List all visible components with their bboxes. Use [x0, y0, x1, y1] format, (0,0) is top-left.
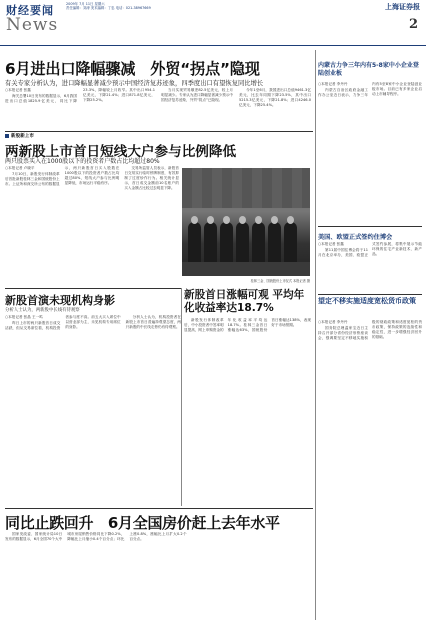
lead-body	[5, 88, 311, 128]
fifth-headline: 同比止跌回升 6月全国房价赶上去年水平	[5, 514, 280, 532]
right-story3-body	[318, 320, 422, 618]
fourth-headline: 新股首演未现机构身影	[5, 294, 115, 307]
column-rule	[315, 50, 316, 620]
page-number: 2	[408, 17, 418, 32]
right-story3-byline: ○本报记者 李丹丹	[318, 320, 348, 324]
right-story1-body	[318, 82, 422, 222]
second-headline: 两新股上市首日短线大户参与比例降低	[5, 144, 237, 160]
right-story1-para: 内蒙古自治区政府金融工作办公室近日表示，力争三年内有5至8家中小企业登陆创业板市场。目前已有多家企业启动上市辅导程序。	[318, 82, 422, 97]
second-body	[5, 166, 179, 284]
photo-caption: 桂林三金、国统股份上市仪式 本报记者 摄	[250, 279, 310, 283]
second-para-2: 交易所监管人员表示，新股首日交易实行临时停牌制度，有效抑制了过度炒作行为。相关统计显示，首日成交金额前10名账户的买入金额占比较过去明显下降。	[124, 166, 179, 190]
masthead	[0, 0, 426, 46]
divider	[5, 508, 313, 509]
fourth-body	[5, 315, 181, 505]
lead-subhead: 有关专家分析认为，进口降幅显著减少预示中国经济复苏迹象，四季度出口有望恢复同比增长	[5, 80, 264, 87]
masthead-date: 2009年 7月 11日 星期六	[66, 2, 105, 6]
second-byline: ○本报记者 卢晓平	[5, 166, 35, 170]
section-label-en: News	[6, 15, 59, 35]
right-story3-title: 望定不移实施适度宽松货币政策	[318, 297, 416, 305]
right-story2-byline: ○本报记者 张鑫	[318, 242, 344, 246]
lead-byline: ○本报记者 张鑫	[5, 88, 31, 92]
lead-headline: 6月进出口降幅骤减 外贸“拐点”隐现	[5, 60, 260, 78]
masthead-editors: 责任编辑：刘涛 美术编辑：丁忠 电话：021-38967669	[66, 6, 151, 11]
paper-name: 上海证券报	[385, 2, 420, 11]
lead-para-2: 当月实现贸易顺差82.5亿美元，较上月明显减少。专家认为进口降幅显著减少预示中国经济复苏迹象，外贸“拐点”已隐现。	[161, 88, 233, 102]
fifth-para-1: 国家发改委、国家统计局10日发布的数据显示，6月全国70个大中城市房屋销售价格同比下降0.2%，降幅比上月缩小0.4个百分点；环比上涨0.8%，涨幅比上月扩大0.2个百分点。	[5, 532, 187, 541]
second-subhead: 两只股票买入在1000股以下的投资者户数占比均超过80%	[5, 158, 160, 165]
divider	[318, 226, 422, 227]
right-story2-body	[318, 242, 422, 292]
right-story1-title: 内蒙古力争三年内有5-8家中小企业登陆创业板	[318, 62, 419, 77]
right-story3-para: 国务院总理温家宝近日主持召开部分省份经济形势座谈会，强调要坚定不移地实施积极的财政政策和适度宽松的货币政策，保持政策的连续性和稳定性，进一步增强经济回升的基础。	[318, 320, 422, 340]
third-para-1: 新股发行体制改革后，中小投资者中签率明显提高，网上申购资金的年化收益率平均达18.7%。桂林三金首日涨幅达63%，国统股份首日涨幅达138%，表现好于市场预期。	[184, 318, 311, 332]
right-story1-byline: ○本报记者 李丹丹	[318, 82, 348, 86]
lead-para-3: 今年1至6月，我国进出口总值9461.3亿美元，比去年同期下降23.5%，其中出口5215.3亿美元，下降21.8%；进口4246.0亿美元，下降25.4%。	[239, 88, 311, 107]
third-headline: 新股首日涨幅可观 平均年化收益率达18.7%	[184, 289, 305, 314]
divider	[5, 131, 313, 132]
fifth-body	[5, 532, 311, 618]
right-story2-title: 美国、欧盟正式签约住博会	[318, 234, 393, 241]
right-story2-para: 第11届中国住博会将于11月在北京举办，美国、欧盟正式签约参展，将集中展示节能环保的住宅产业新技术、新产品。	[318, 242, 422, 257]
divider	[5, 288, 181, 289]
third-body	[184, 318, 311, 504]
second-para-1: 7月10日，新股发行体制改革后首批新股桂林三金和国统股份上市。上证所和深交所公布的数据显示，两只新股首日买入股数在1000股以下的投资者户数占比均超过80%，短线大户参与比例明显降低，市场运行平稳有序。	[5, 166, 120, 186]
masthead-info	[66, 2, 316, 10]
lead-para-1: 海关总署10日发布的数据显示，6月我国进出口总值1825.9亿美元，同比下降23.3%，降幅较上月收窄。其中出口954.1亿美元，下降21.4%；进口871.8亿美元，下降25.2%。	[5, 88, 155, 103]
section-title: 财经要闻	[6, 4, 54, 17]
column-rule	[181, 288, 182, 506]
fourth-subhead: 分析人士认为，两新股中长线有待观察	[5, 308, 80, 313]
ceremony-photo	[182, 168, 310, 276]
fourth-byline: ○本报记者 张晶 王一鸣	[5, 315, 43, 319]
divider	[318, 294, 422, 295]
fourth-para-2: 分析人士认为，机构投资者在新股上市首日普遍持观望态度，两只新股的中长线走势仍有待观察。	[125, 315, 181, 329]
fourth-para-1: 昨日上市的两只新股首日成交活跃，但从交易席位看，机构投资者参与度不高。前五大买入席位中以营业部为主，未见机构专用席位的身影。	[5, 315, 121, 330]
section-tag: 新股新上市	[5, 133, 34, 139]
